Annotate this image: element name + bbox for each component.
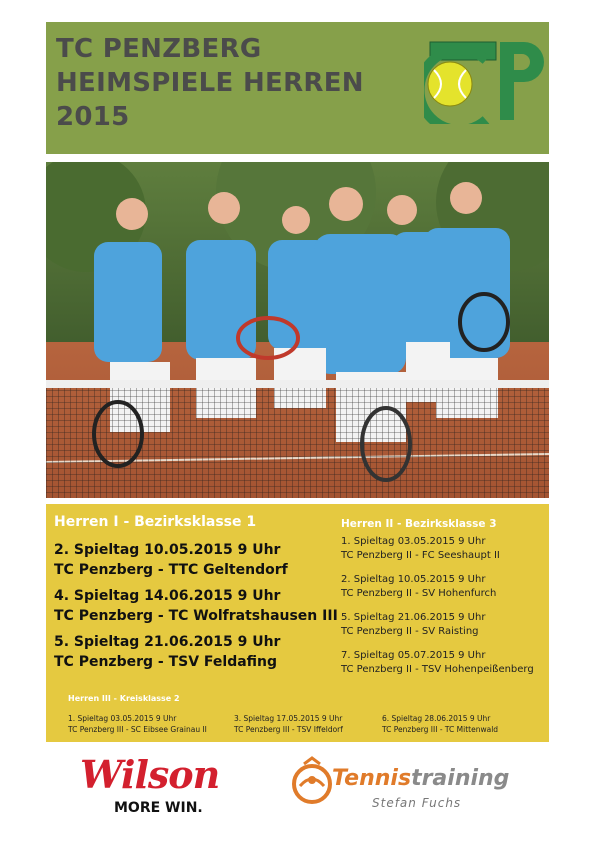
herren2-match4-teams: TC Penzberg II - TSV Hohenpeißenberg bbox=[341, 664, 534, 675]
tennis-player-icon bbox=[290, 756, 336, 806]
tennistraining-subtitle: Stefan Fuchs bbox=[372, 796, 462, 810]
tcp-logo-icon bbox=[424, 36, 544, 124]
herren2-match1-teams: TC Penzberg II - FC Seeshaupt II bbox=[341, 550, 500, 561]
herren2-match4-date: 7. Spieltag 05.07.2015 9 Uhr bbox=[341, 650, 486, 661]
herren3-match1-date: 1. Spieltag 03.05.2015 9 Uhr bbox=[68, 714, 177, 723]
herren1-match1-teams: TC Penzberg - TTC Geltendorf bbox=[54, 562, 288, 578]
tennistraining-word-a: Tennis bbox=[332, 766, 412, 791]
herren1-title: Herren I - Bezirksklasse 1 bbox=[54, 514, 257, 530]
herren2-match1-date: 1. Spieltag 03.05.2015 9 Uhr bbox=[341, 536, 486, 547]
title-year: 2015 bbox=[56, 102, 130, 132]
herren3-match2-date: 3. Spieltag 17.05.2015 9 Uhr bbox=[234, 714, 343, 723]
herren2-title: Herren II - Bezirksklasse 3 bbox=[341, 518, 497, 530]
title-club: TC PENZBERG bbox=[56, 34, 262, 64]
herren2-match3-date: 5. Spieltag 21.06.2015 9 Uhr bbox=[341, 612, 486, 623]
header-banner bbox=[46, 22, 549, 154]
wilson-tagline: MORE WIN. bbox=[114, 800, 203, 816]
team-photo bbox=[46, 162, 549, 498]
wilson-sponsor-logo bbox=[80, 752, 245, 822]
schedule-panel bbox=[46, 504, 549, 742]
wilson-wordmark: Wilson bbox=[80, 752, 220, 797]
herren2-match3-teams: TC Penzberg II - SV Raisting bbox=[341, 626, 479, 637]
herren3-title: Herren III - Kreisklasse 2 bbox=[68, 694, 180, 703]
herren3-match3-date: 6. Spieltag 28.06.2015 9 Uhr bbox=[382, 714, 491, 723]
herren2-match2-date: 2. Spieltag 10.05.2015 9 Uhr bbox=[341, 574, 486, 585]
herren1-match2-date: 4. Spieltag 14.06.2015 9 Uhr bbox=[54, 588, 281, 604]
herren1-match3-teams: TC Penzberg - TSV Feldafing bbox=[54, 654, 278, 670]
title-subtitle: HEIMSPIELE HERREN bbox=[56, 68, 364, 98]
herren1-match1-date: 2. Spieltag 10.05.2015 9 Uhr bbox=[54, 542, 281, 558]
herren1-match3-date: 5. Spieltag 21.06.2015 9 Uhr bbox=[54, 634, 281, 650]
tennistraining-word-b: training bbox=[411, 766, 510, 791]
herren1-match2-teams: TC Penzberg - TC Wolfratshausen III bbox=[54, 608, 338, 624]
tennistraining-sponsor-logo bbox=[290, 752, 530, 822]
herren3-match2-teams: TC Penzberg III - TSV Iffeldorf bbox=[234, 725, 343, 734]
tennistraining-wordmark bbox=[332, 766, 509, 791]
herren2-match2-teams: TC Penzberg II - SV Hohenfurch bbox=[341, 588, 497, 599]
herren3-match3-teams: TC Penzberg III - TC Mittenwald bbox=[382, 725, 499, 734]
herren3-match1-teams: TC Penzberg III - SC Eibsee Grainau II bbox=[68, 725, 207, 734]
